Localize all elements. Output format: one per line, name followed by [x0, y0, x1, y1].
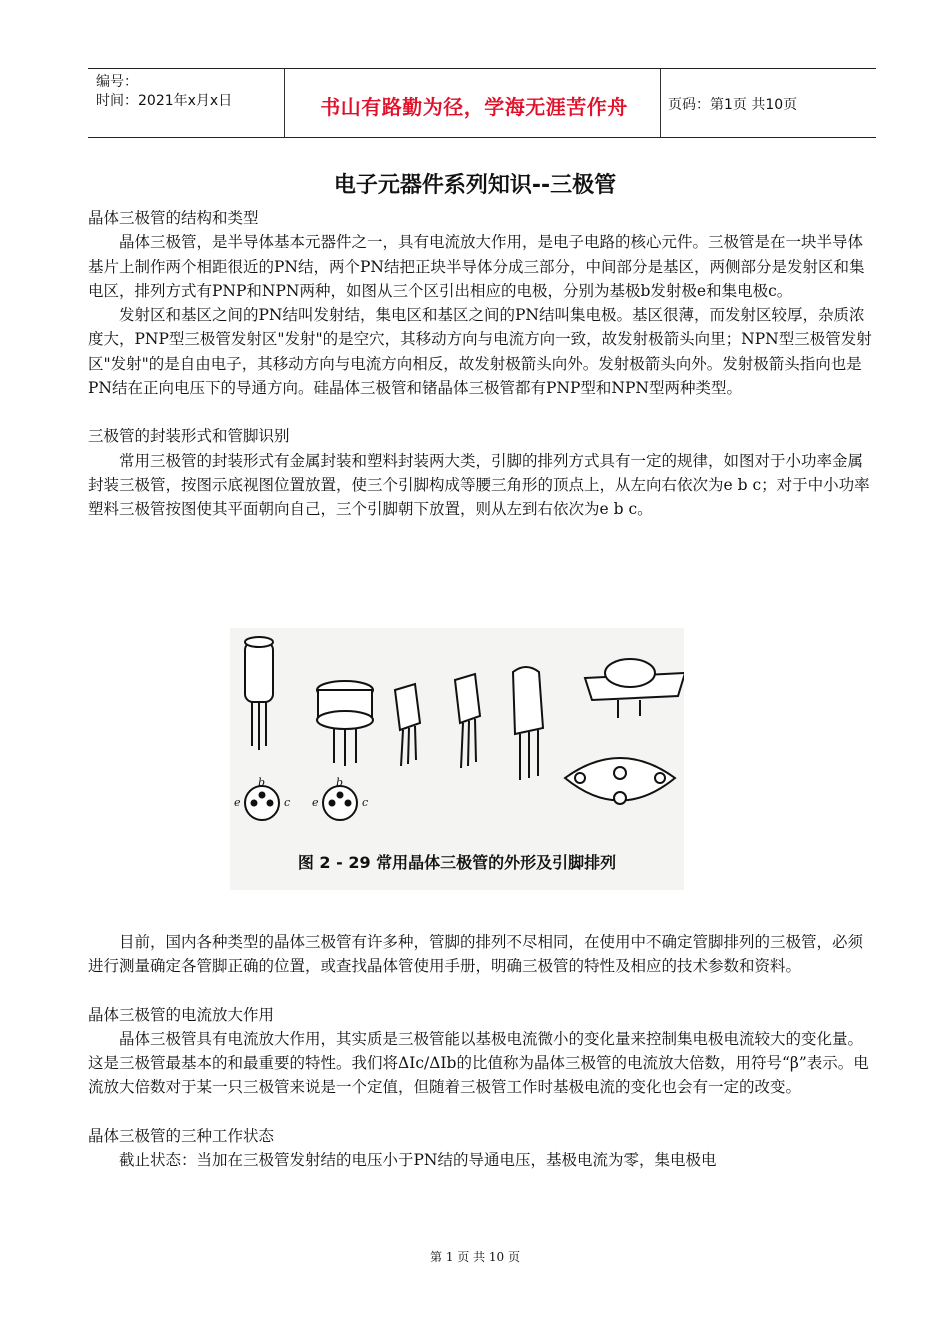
transistor-figure [230, 628, 684, 890]
bottom-view-can [323, 786, 357, 820]
pin-label-b: b [336, 776, 344, 789]
transistor-illustration [230, 628, 684, 890]
paragraph: 晶体三极管，是半导体基本元器件之一，具有电流放大作用，是电子电路的核心元件。三极管是在一块半导体基片上制作两个相距很近的PN结，两个PN结把正块半导体分成三部分，中间部分是基区，两侧部分是发射区和集电区，排列方式有PNP和NPN两种，如图从三个区引出相应的电极，分别为基极b发射极e和集电极c。 [88, 233, 865, 300]
header-divider [660, 69, 661, 137]
pin-label-e: e [234, 796, 241, 809]
header-meta [96, 73, 232, 111]
pin-label-e: e [312, 796, 319, 809]
time-label: 时间：2021年x月x日 [96, 93, 233, 109]
section-heading: 晶体三极管的结构和类型 [88, 209, 259, 227]
figure-caption: 图 2 - 29 常用晶体三极管的外形及引脚排列 [297, 853, 617, 872]
header-divider [284, 69, 285, 137]
section-heading: 三极管的封装形式和管脚识别 [88, 427, 290, 446]
section-heading: 晶体三极管的电流放大作用 [88, 1005, 275, 1024]
paragraph: 截止状态：当加在三极管发射结的电压小于PN结的导通电压，基极电流为零，集电极电 [119, 1151, 717, 1170]
paragraph: 晶体三极管具有电流放大作用，其实质是三极管能以基极电流微小的变化量来控制集电极电流较大的变化量。这是三极管最基本的和最重要的特性。我们将ΔIc/ΔIb的比值称为晶体三极管的电流放大倍数，用符号“β”表示。电流放大倍数对于某一只三极管来说是一个定值，但随着三极管工作时基极电流的变化也会有一定的改变。 [88, 1029, 869, 1097]
paragraph: 目前，国内各种类型的晶体三极管有许多种，管脚的排列不尽相同，在使用中不确定管脚排列的三极管，必须进行测量确定各管脚正确的位置，或查找晶体管使用手册，明确三极管的特性及相应的技术参数和资料。 [88, 933, 864, 976]
plastic-package [455, 674, 480, 723]
plastic-package [513, 667, 543, 734]
number-label: 编号： [96, 74, 138, 90]
pin-label-c: c [284, 796, 291, 809]
metal-can-tall [245, 642, 273, 702]
bottom-view-can [245, 786, 279, 820]
page-footer: 第 1 页 共 10 页 [430, 1250, 520, 1264]
section-heading: 晶体三极管的三种工作状态 [88, 1126, 275, 1145]
page-header [88, 68, 876, 138]
pin-label-c: c [362, 796, 369, 809]
header-motto: 书山有路勤为径，学海无涯苦作舟 [320, 95, 628, 119]
paragraph: 发射区和基区之间的PN结叫发射结，集电区和基区之间的PN结叫集电极。基区很薄，而发射区较厚，杂质浓度大，PNP型三极管发射区"发射"的是空穴，其移动方向与电流方向一致，故发射极箭头向里；NPN型三极管发射区"发射"的是自由电子，其移动方向与电流方向相反，故发射极箭头向外。发射极箭头向外。发射极箭头指向也是PN结在正向电压下的导通方向。硅晶体三极管和锗晶体三极管都有PNP型和NPN型两种类型。 [88, 306, 872, 398]
paragraph: 常用三极管的封装形式有金属封装和塑料封装两大类，引脚的排列方式具有一定的规律，如图对于小功率金属封装三极管，按图示底视图位置放置，使三个引脚构成等腰三角形的顶点上，从左向右依次为e b c；对于中小功率塑料三极管按图使其平面朝向自己，三个引脚朝下放置，则从左到右依次为e b c。 [88, 451, 870, 519]
pin-label-b: b [258, 776, 266, 789]
body-text-top [88, 206, 878, 522]
header-page-info: 页码：第1页 共10页 [668, 97, 798, 113]
plastic-package [395, 684, 420, 730]
document-title: 电子元器件系列知识--三极管 [333, 173, 617, 198]
body-text-bottom [88, 930, 878, 1172]
